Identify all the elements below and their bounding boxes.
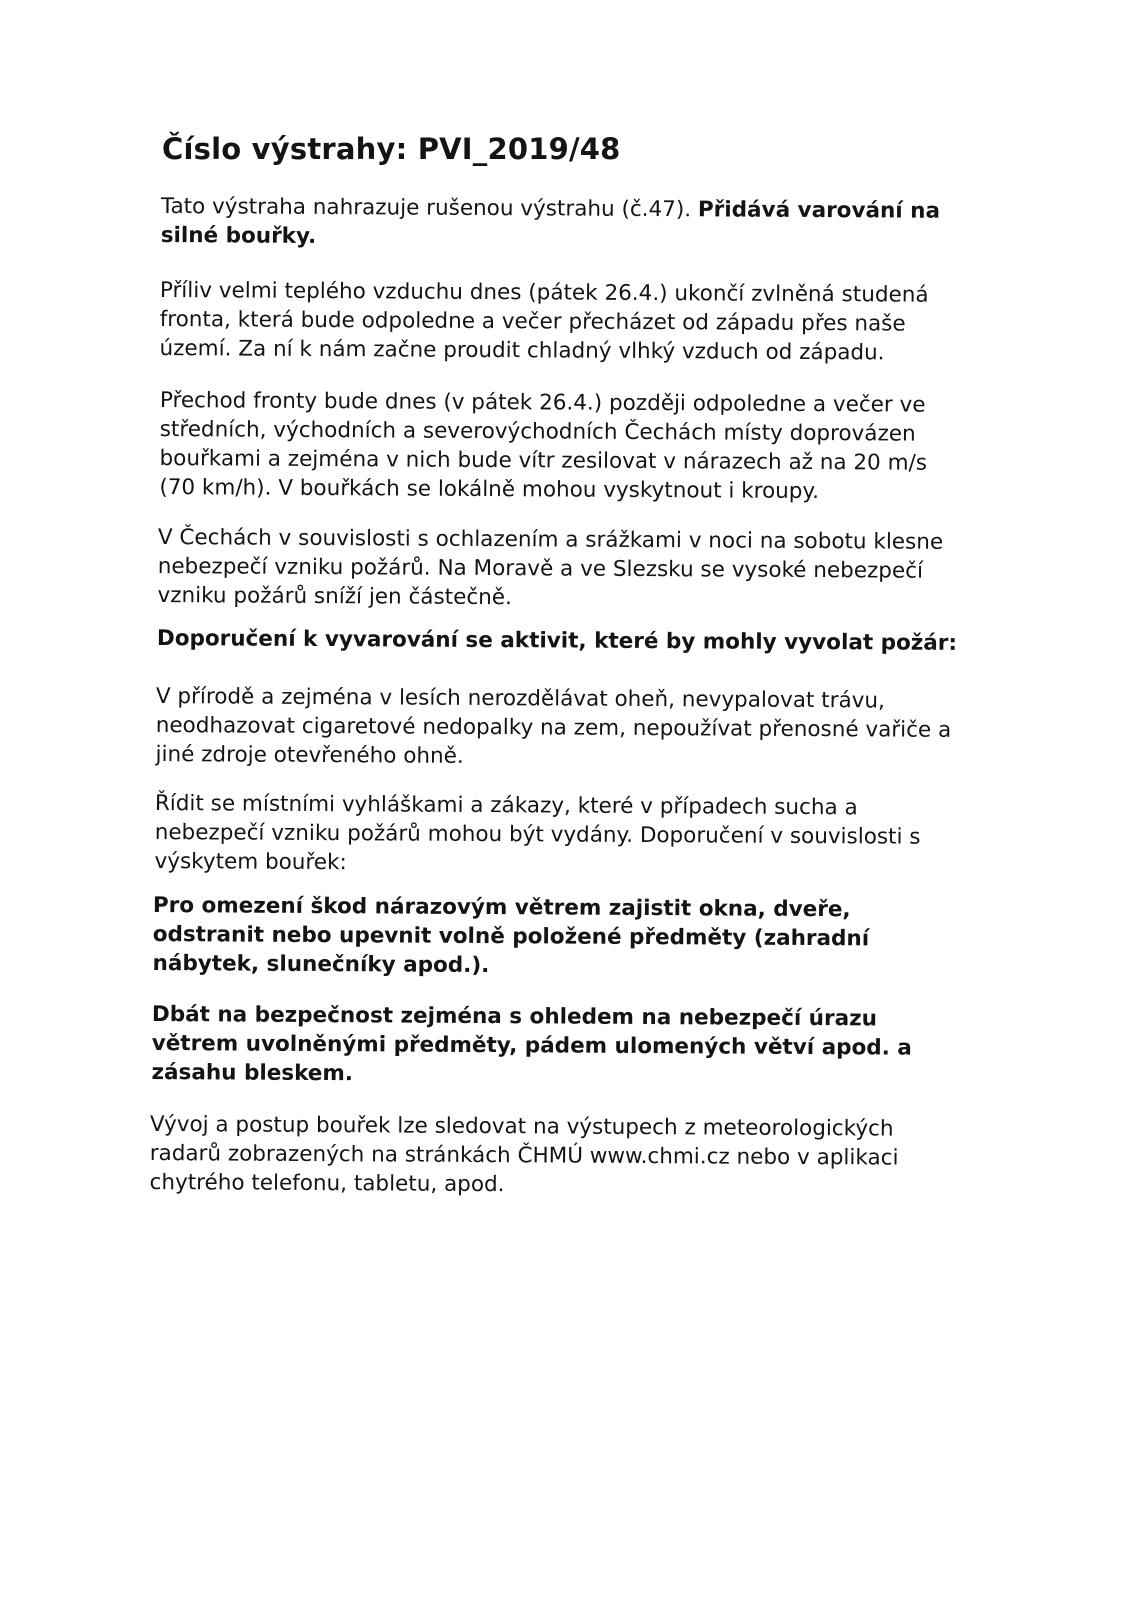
fire-risk-paragraph [157, 523, 998, 615]
text-line: území. Za ní k nám začne proudit chladný vlhký vzduch od západu. [159, 335, 885, 366]
safety-paragraph [151, 1000, 992, 1092]
text-line: výskytem bouřek: [154, 848, 347, 876]
text-line: neodhazovat cigaretové nedopalky na zem, nepoužívat přenosné vařiče a [155, 712, 952, 743]
intro-paragraph [161, 192, 1001, 255]
recommendation-heading [157, 624, 997, 658]
wind-protection-paragraph [152, 891, 993, 983]
text-line: fronta, která bude odpoledne a večer přecházet od západu přes naše [159, 306, 906, 337]
text-line: Vývoj a postup bouřek lze sledovat na výstupech z meteorologických [149, 1112, 894, 1142]
intro-bold-text: Přidává varování na [697, 197, 941, 224]
text-line: zásahu bleskem. [151, 1059, 354, 1087]
text-line: Pro omezení škod nárazovým větrem zajistit okna, dveře, [152, 892, 851, 923]
text-line: nebezpečí vzniku požárů. Na Moravě a ve Slezsku se vysoké nebezpečí [157, 553, 924, 584]
text-line: bouřkami a zejména v nich bude vítr zesilovat v nárazech až na 20 m/s [159, 445, 928, 476]
text-line: nábytek, slunečníky apod.). [152, 950, 490, 979]
nature-paragraph [155, 682, 996, 774]
text-line: větrem uvolněnými předměty, pádem ulomených větví apod. a [151, 1030, 912, 1061]
text-line: V Čechách v souvislosti s ochlazením a srážkami v noci na sobotu klesne [157, 524, 944, 555]
radar-paragraph [149, 1110, 990, 1202]
text-line: Doporučení k vyvarování se aktivit, které by mohly vyvolat požár: [156, 625, 958, 656]
regulations-paragraph [154, 789, 995, 881]
intro-line-2: silné bouřky. [160, 222, 317, 249]
warning-number-heading: Číslo výstrahy: PVI_2019/48 [162, 132, 621, 166]
text-line: středních, východních a severovýchodních Čechách místy doprovázen [159, 416, 916, 447]
text-line: nebezpečí vzniku požárů mohou být vydány. Doporučení v souvislosti s [154, 819, 921, 850]
text-line: Přechod fronty bude dnes (v pátek 26.4.) později odpoledne a večer ve [159, 387, 926, 418]
inflow-paragraph [159, 276, 1000, 368]
text-line: (70 km/h). V bouřkách se lokálně mohou vyskytnout i kroupy. [159, 474, 820, 505]
text-line: V přírodě a zejména v lesích nerozdělávat oheň, nevypalovat trávu, [155, 683, 885, 714]
text-line: vzniku požárů sníží jen částečně. [157, 582, 512, 611]
text-line: radarů zobrazených na stránkách ČHMÚ www.chmi.cz nebo v aplikaci [149, 1140, 899, 1171]
text-line: Dbát na bezpečnost zejména s ohledem na nebezpečí úrazu [151, 1001, 878, 1032]
text-line: jiné zdroje otevřeného ohně. [155, 741, 464, 769]
text-line: Příliv velmi teplého vzduchu dnes (pátek 26.4.) ukončí zvlněná studená [159, 277, 929, 308]
text-line: odstranit nebo upevnit volně položené předměty (zahradní [152, 921, 870, 952]
intro-regular-text: Tato výstraha nahrazuje rušenou výstrahu (č.47). [160, 193, 699, 223]
text-line: chytrého telefonu, tabletu, apod. [149, 1169, 505, 1198]
text-line: Řídit se místními vyhláškami a zákazy, které v případech sucha a [154, 790, 858, 821]
front-paragraph [159, 386, 1000, 507]
